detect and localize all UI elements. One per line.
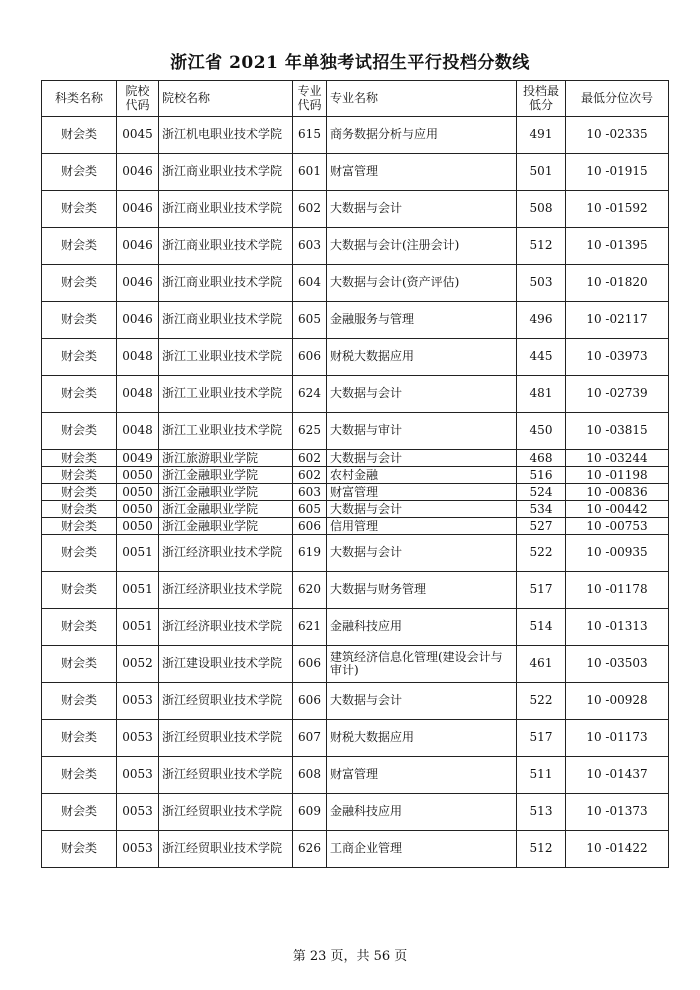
cell-major-name: 信用管理 bbox=[327, 518, 517, 535]
cell-major-name: 大数据与审计 bbox=[327, 413, 517, 450]
table-row bbox=[42, 467, 669, 484]
cell-school-name: 浙江商业职业技术学院 bbox=[159, 302, 293, 339]
table-header-row bbox=[42, 81, 669, 117]
cell-min-rank: 10 -02739 bbox=[566, 376, 669, 413]
cell-min-score: 445 bbox=[517, 339, 566, 376]
cell-school-code: 0046 bbox=[117, 191, 159, 228]
cell-major-name: 财富管理 bbox=[327, 484, 517, 501]
table-row bbox=[42, 646, 669, 683]
cell-min-score: 503 bbox=[517, 265, 566, 302]
table-row bbox=[42, 450, 669, 467]
table-row bbox=[42, 501, 669, 518]
cell-school-code: 0053 bbox=[117, 683, 159, 720]
table-row bbox=[42, 572, 669, 609]
table-row bbox=[42, 609, 669, 646]
cell-min-score: 501 bbox=[517, 154, 566, 191]
cell-major-code: 605 bbox=[293, 302, 327, 339]
cell-major-code: 606 bbox=[293, 518, 327, 535]
cell-min-rank: 10 -03973 bbox=[566, 339, 669, 376]
header-school-name: 院校名称 bbox=[159, 81, 293, 117]
table-row bbox=[42, 794, 669, 831]
cell-category: 财会类 bbox=[42, 484, 117, 501]
cell-school-name: 浙江金融职业学院 bbox=[159, 467, 293, 484]
cell-school-name: 浙江经济职业技术学院 bbox=[159, 535, 293, 572]
cell-school-code: 0052 bbox=[117, 646, 159, 683]
cell-school-name: 浙江商业职业技术学院 bbox=[159, 265, 293, 302]
cell-min-score: 461 bbox=[517, 646, 566, 683]
cell-category: 财会类 bbox=[42, 609, 117, 646]
cell-category: 财会类 bbox=[42, 117, 117, 154]
cell-major-name: 大数据与会计(注册会计) bbox=[327, 228, 517, 265]
cell-school-name: 浙江商业职业技术学院 bbox=[159, 228, 293, 265]
cell-school-code: 0053 bbox=[117, 757, 159, 794]
cell-min-score: 496 bbox=[517, 302, 566, 339]
header-major-name: 专业名称 bbox=[327, 81, 517, 117]
cell-school-name: 浙江机电职业技术学院 bbox=[159, 117, 293, 154]
cell-major-code: 615 bbox=[293, 117, 327, 154]
table-row bbox=[42, 265, 669, 302]
header-major-code: 专业代码 bbox=[293, 81, 327, 117]
cell-category: 财会类 bbox=[42, 572, 117, 609]
cell-major-code: 606 bbox=[293, 339, 327, 376]
cell-major-code: 608 bbox=[293, 757, 327, 794]
table-row bbox=[42, 376, 669, 413]
cell-category: 财会类 bbox=[42, 191, 117, 228]
cell-category: 财会类 bbox=[42, 831, 117, 868]
cell-min-score: 512 bbox=[517, 831, 566, 868]
cell-min-score: 491 bbox=[517, 117, 566, 154]
cell-category: 财会类 bbox=[42, 339, 117, 376]
cell-school-name: 浙江金融职业学院 bbox=[159, 501, 293, 518]
cell-min-score: 534 bbox=[517, 501, 566, 518]
cell-major-name: 大数据与会计 bbox=[327, 535, 517, 572]
cell-school-name: 浙江工业职业技术学院 bbox=[159, 413, 293, 450]
cell-major-code: 606 bbox=[293, 683, 327, 720]
cell-min-score: 508 bbox=[517, 191, 566, 228]
table-row bbox=[42, 484, 669, 501]
cell-category: 财会类 bbox=[42, 683, 117, 720]
cell-major-name: 工商企业管理 bbox=[327, 831, 517, 868]
score-table bbox=[41, 80, 669, 868]
cell-category: 财会类 bbox=[42, 228, 117, 265]
cell-school-code: 0048 bbox=[117, 413, 159, 450]
table-row bbox=[42, 191, 669, 228]
table-row bbox=[42, 154, 669, 191]
cell-school-code: 0046 bbox=[117, 228, 159, 265]
cell-min-rank: 10 -00836 bbox=[566, 484, 669, 501]
cell-major-name: 金融科技应用 bbox=[327, 794, 517, 831]
cell-major-code: 625 bbox=[293, 413, 327, 450]
cell-category: 财会类 bbox=[42, 302, 117, 339]
cell-school-name: 浙江商业职业技术学院 bbox=[159, 191, 293, 228]
cell-min-rank: 10 -01173 bbox=[566, 720, 669, 757]
page-title: 浙江省 2021 年单独考试招生平行投档分数线 bbox=[170, 53, 530, 73]
cell-major-code: 624 bbox=[293, 376, 327, 413]
cell-major-name: 大数据与财务管理 bbox=[327, 572, 517, 609]
cell-school-name: 浙江经贸职业技术学院 bbox=[159, 831, 293, 868]
cell-school-name: 浙江旅游职业学院 bbox=[159, 450, 293, 467]
cell-min-rank: 10 -03244 bbox=[566, 450, 669, 467]
cell-major-name: 建筑经济信息化管理(建设会计与审计) bbox=[327, 646, 517, 683]
cell-school-code: 0048 bbox=[117, 339, 159, 376]
cell-major-code: 607 bbox=[293, 720, 327, 757]
cell-major-code: 605 bbox=[293, 501, 327, 518]
cell-min-rank: 10 -01198 bbox=[566, 467, 669, 484]
cell-school-name: 浙江金融职业学院 bbox=[159, 518, 293, 535]
table-row bbox=[42, 339, 669, 376]
cell-min-score: 450 bbox=[517, 413, 566, 450]
cell-school-name: 浙江经贸职业技术学院 bbox=[159, 757, 293, 794]
cell-min-score: 522 bbox=[517, 683, 566, 720]
cell-school-code: 0053 bbox=[117, 794, 159, 831]
cell-major-name: 农村金融 bbox=[327, 467, 517, 484]
cell-major-name: 金融科技应用 bbox=[327, 609, 517, 646]
table-row bbox=[42, 413, 669, 450]
cell-min-rank: 10 -02117 bbox=[566, 302, 669, 339]
cell-min-score: 512 bbox=[517, 228, 566, 265]
table-row bbox=[42, 683, 669, 720]
cell-school-code: 0050 bbox=[117, 467, 159, 484]
cell-min-rank: 10 -00753 bbox=[566, 518, 669, 535]
cell-major-name: 大数据与会计 bbox=[327, 501, 517, 518]
table-row bbox=[42, 535, 669, 572]
cell-school-name: 浙江金融职业学院 bbox=[159, 484, 293, 501]
cell-min-rank: 10 -01820 bbox=[566, 265, 669, 302]
header-school-code: 院校代码 bbox=[117, 81, 159, 117]
cell-min-score: 513 bbox=[517, 794, 566, 831]
cell-category: 财会类 bbox=[42, 535, 117, 572]
cell-major-name: 财富管理 bbox=[327, 154, 517, 191]
cell-major-name: 财税大数据应用 bbox=[327, 339, 517, 376]
table-row bbox=[42, 831, 669, 868]
cell-major-name: 财税大数据应用 bbox=[327, 720, 517, 757]
cell-min-score: 514 bbox=[517, 609, 566, 646]
cell-min-rank: 10 -01313 bbox=[566, 609, 669, 646]
cell-major-code: 602 bbox=[293, 467, 327, 484]
cell-min-rank: 10 -01373 bbox=[566, 794, 669, 831]
cell-min-score: 468 bbox=[517, 450, 566, 467]
cell-category: 财会类 bbox=[42, 376, 117, 413]
cell-min-rank: 10 -01422 bbox=[566, 831, 669, 868]
cell-min-score: 516 bbox=[517, 467, 566, 484]
cell-major-name: 大数据与会计 bbox=[327, 683, 517, 720]
header-min-score: 投档最低分 bbox=[517, 81, 566, 117]
cell-major-code: 602 bbox=[293, 191, 327, 228]
cell-school-name: 浙江经贸职业技术学院 bbox=[159, 720, 293, 757]
cell-major-name: 大数据与会计(资产评估) bbox=[327, 265, 517, 302]
cell-min-rank: 10 -01178 bbox=[566, 572, 669, 609]
cell-category: 财会类 bbox=[42, 794, 117, 831]
cell-min-rank: 10 -01437 bbox=[566, 757, 669, 794]
header-category: 科类名称 bbox=[42, 81, 117, 117]
cell-school-name: 浙江工业职业技术学院 bbox=[159, 339, 293, 376]
cell-major-name: 商务数据分析与应用 bbox=[327, 117, 517, 154]
cell-school-code: 0049 bbox=[117, 450, 159, 467]
cell-school-name: 浙江商业职业技术学院 bbox=[159, 154, 293, 191]
header-min-rank: 最低分位次号 bbox=[566, 81, 669, 117]
cell-school-code: 0050 bbox=[117, 484, 159, 501]
cell-category: 财会类 bbox=[42, 413, 117, 450]
cell-major-code: 620 bbox=[293, 572, 327, 609]
cell-school-code: 0051 bbox=[117, 609, 159, 646]
cell-major-name: 大数据与会计 bbox=[327, 450, 517, 467]
cell-school-name: 浙江经贸职业技术学院 bbox=[159, 794, 293, 831]
cell-category: 财会类 bbox=[42, 518, 117, 535]
cell-major-code: 609 bbox=[293, 794, 327, 831]
cell-category: 财会类 bbox=[42, 265, 117, 302]
cell-major-code: 602 bbox=[293, 450, 327, 467]
cell-min-score: 522 bbox=[517, 535, 566, 572]
cell-school-code: 0045 bbox=[117, 117, 159, 154]
cell-school-code: 0046 bbox=[117, 302, 159, 339]
table-row bbox=[42, 518, 669, 535]
cell-major-name: 财富管理 bbox=[327, 757, 517, 794]
cell-school-code: 0050 bbox=[117, 518, 159, 535]
page-footer: 第 23 页，共 56 页 bbox=[292, 949, 408, 964]
cell-min-score: 517 bbox=[517, 572, 566, 609]
cell-major-code: 603 bbox=[293, 228, 327, 265]
cell-major-code: 606 bbox=[293, 646, 327, 683]
cell-major-name: 大数据与会计 bbox=[327, 376, 517, 413]
cell-min-rank: 10 -01395 bbox=[566, 228, 669, 265]
cell-category: 财会类 bbox=[42, 720, 117, 757]
cell-min-score: 517 bbox=[517, 720, 566, 757]
cell-school-code: 0050 bbox=[117, 501, 159, 518]
cell-min-rank: 10 -02335 bbox=[566, 117, 669, 154]
cell-major-code: 619 bbox=[293, 535, 327, 572]
cell-major-name: 金融服务与管理 bbox=[327, 302, 517, 339]
cell-min-score: 524 bbox=[517, 484, 566, 501]
cell-min-rank: 10 -03815 bbox=[566, 413, 669, 450]
cell-min-rank: 10 -00928 bbox=[566, 683, 669, 720]
cell-school-code: 0053 bbox=[117, 720, 159, 757]
cell-min-score: 481 bbox=[517, 376, 566, 413]
cell-major-code: 604 bbox=[293, 265, 327, 302]
cell-school-code: 0046 bbox=[117, 154, 159, 191]
cell-major-code: 626 bbox=[293, 831, 327, 868]
cell-school-code: 0051 bbox=[117, 572, 159, 609]
cell-category: 财会类 bbox=[42, 467, 117, 484]
cell-category: 财会类 bbox=[42, 154, 117, 191]
cell-category: 财会类 bbox=[42, 501, 117, 518]
cell-school-name: 浙江建设职业技术学院 bbox=[159, 646, 293, 683]
cell-school-code: 0051 bbox=[117, 535, 159, 572]
cell-school-name: 浙江经贸职业技术学院 bbox=[159, 683, 293, 720]
cell-major-name: 大数据与会计 bbox=[327, 191, 517, 228]
cell-major-code: 601 bbox=[293, 154, 327, 191]
cell-school-name: 浙江经济职业技术学院 bbox=[159, 572, 293, 609]
table-row bbox=[42, 757, 669, 794]
cell-major-code: 621 bbox=[293, 609, 327, 646]
table-row bbox=[42, 228, 669, 265]
table-row bbox=[42, 117, 669, 154]
cell-min-rank: 10 -01915 bbox=[566, 154, 669, 191]
table-row bbox=[42, 302, 669, 339]
cell-school-name: 浙江经济职业技术学院 bbox=[159, 609, 293, 646]
cell-school-code: 0048 bbox=[117, 376, 159, 413]
cell-min-rank: 10 -03503 bbox=[566, 646, 669, 683]
cell-major-code: 603 bbox=[293, 484, 327, 501]
cell-min-score: 511 bbox=[517, 757, 566, 794]
cell-school-code: 0046 bbox=[117, 265, 159, 302]
cell-category: 财会类 bbox=[42, 450, 117, 467]
cell-school-name: 浙江工业职业技术学院 bbox=[159, 376, 293, 413]
cell-min-rank: 10 -00442 bbox=[566, 501, 669, 518]
cell-category: 财会类 bbox=[42, 646, 117, 683]
cell-category: 财会类 bbox=[42, 757, 117, 794]
cell-min-rank: 10 -01592 bbox=[566, 191, 669, 228]
table-row bbox=[42, 720, 669, 757]
cell-min-rank: 10 -00935 bbox=[566, 535, 669, 572]
cell-min-score: 527 bbox=[517, 518, 566, 535]
cell-school-code: 0053 bbox=[117, 831, 159, 868]
